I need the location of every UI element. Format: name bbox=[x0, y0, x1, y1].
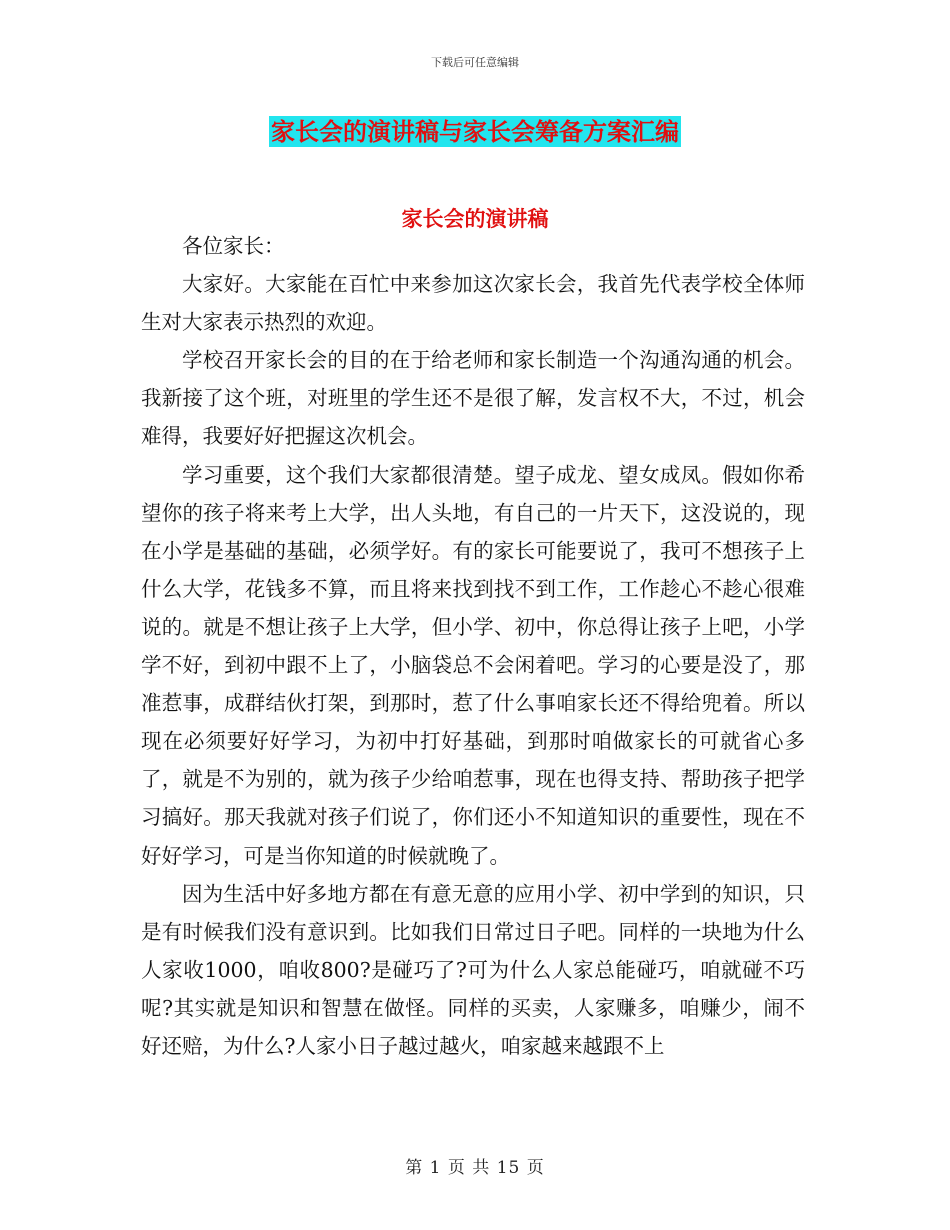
paragraph: 学习重要，这个我们大家都很清楚。望子成龙、望女成凤。假如你希望你的孩子将来考上大学，出人头地，有自己的一片天下，这没说的，现在小学是基础的基础，必须学好。有的家长可能要说了，我可不想孩子上什么大学，花钱多不算，而且将来找到找不到工作，工作趁心不趁心很难说的。就是不想让孩子上大学，但小学、初中，你总得让孩子上吧，小学学不好，到初中跟不上了，小脑袋总不会闲着吧。学习的心要是没了，那准惹事，成群结伙打架，到那时，惹了什么事咱家长还不得给兜着。所以现在必须要好好学习，为初中打好基础，到那时咱做家长的可就省心多了，就是不为别的，就为孩子少给咱惹事，现在也得支持、帮助孩子把学习搞好。那天我就对孩子们说了，你们还小不知道知识的重要性，现在不好好学习，可是当你知道的时候就晚了。 bbox=[141, 462, 805, 868]
paragraph: 大家好。大家能在百忙中来参加这次家长会，我首先代表学校全体师生对大家表示热烈的欢迎。 bbox=[141, 272, 805, 335]
salutation: 各位家长： bbox=[182, 234, 285, 258]
page-footer: 第 1 页 共 15 页 bbox=[405, 1158, 545, 1178]
header-note: 下载后可任意编辑 bbox=[431, 56, 519, 69]
document-title bbox=[0, 112, 950, 147]
document-title-text: 家长会的演讲稿与家长会筹备方案汇编 bbox=[271, 117, 679, 146]
body-text bbox=[141, 227, 805, 1065]
section-title: 家长会的演讲稿 bbox=[401, 206, 549, 231]
paragraph: 因为生活中好多地方都在有意无意的应用小学、初中学到的知识，只是有时候我们没有意识到。比如我们日常过日子吧。同样的一块地为什么人家收1000，咱收800?是碰巧了?可为什么人家总能碰巧，咱就碰不巧呢?其实就是知识和智慧在做怪。同样的买卖，人家赚多，咱赚少，闹不好还赔，为什么?人家小日子越过越火，咱家越来越跟不上 bbox=[141, 881, 805, 1058]
paragraph: 学校召开家长会的目的在于给老师和家长制造一个沟通沟通的机会。我新接了这个班，对班里的学生还不是很了解，发言权不大，不过，机会难得，我要好好把握这次机会。 bbox=[141, 348, 805, 449]
